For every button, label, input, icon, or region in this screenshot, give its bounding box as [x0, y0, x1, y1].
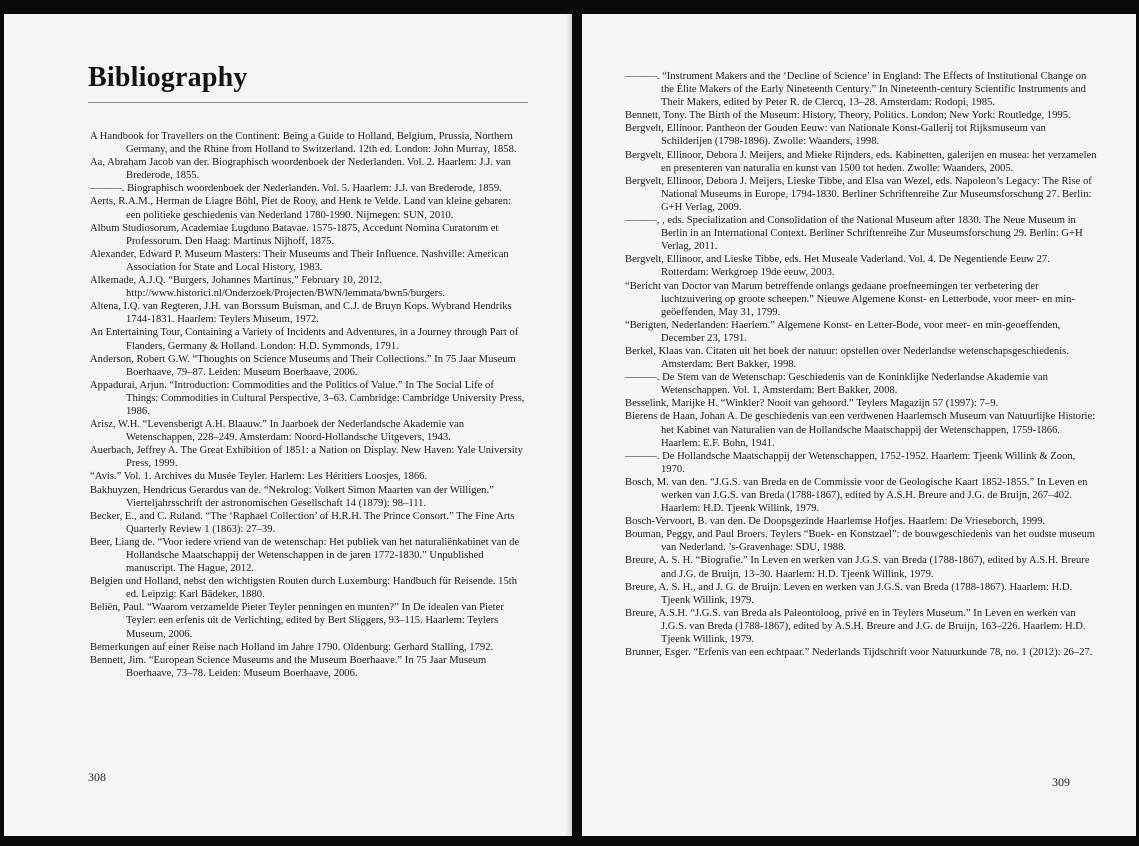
- bibliography-entry: Bosch-Vervoort, B. van den. De Doopsgezinde Haarlemse Hofjes. Haarlem: De Vrieseborch, 1999.: [625, 516, 1046, 528]
- bibliography-entry: Appadurai, Arjun. “Introduction: Commodities and the Politics of Value.” In The Social Life of Things: Commodities in Cultural Perspective, 3–63. Cambridge: Cambridge University Press, 1986.: [90, 379, 525, 417]
- bibliography-entry: Alexander, Edward P. Museum Masters: Their Museums and Their Influence. Nashville: American Association for State and Local History, 1983.: [90, 248, 509, 273]
- bibliography-entry: ———. “Instrument Makers and the ‘Decline of Science’ in England: The Effects of Institutional Change on the Élite Makers of the Early Nineteenth Century.” In Nineteenth-century Scientific Instruments and Their Makers, edited by Peter R. de Clercq, 13–28. Amsterdam: Rodopi, 1985.: [625, 71, 1087, 109]
- bibliography-entry: Belgien und Holland, nebst den wichtigsten Routen durch Luxemburg: Handbuch für Reisende. 15th ed. Leipzig: Karl Bädeker, 1880.: [90, 576, 518, 601]
- bibliography-entry: Beliën, Paul. “Waarom verzamelde Pieter Teyler penningen en munten?” In De idealen van Pieter Teyler: een erfenis uit de Verlichting, edited by Bert Sliggers, 93–115. Haarlem: Teylers Museum, 2006.: [90, 602, 504, 640]
- bibliography-entry: “Avis.” Vol. 1. Archives du Musée Teyler. Harlem: Les Héritiers Loosjes, 1866.: [90, 471, 428, 483]
- bibliography-entry: Altena, I.Q. van Regteren, J.H. van Borssum Buisman, and C.J. de Bruyn Kops. Wybrand Hendriks 1744-1831. Haarlem: Teylers Museum, 1972.: [90, 301, 512, 326]
- left-page: [4, 14, 572, 836]
- bibliography-entry: Breure, A.S.H. “J.G.S. van Breda als Paleontoloog, privé en in Teylers Museum.” In Leven en werken van J.G.S. van Breda (1788-1867), edited by A.S.H. Breure and J.G. de Bruijn, 163–226. Haarlem: H.D. Tjeenk Willink, 1979.: [625, 607, 1086, 646]
- bibliography-entry: Bennett, Jim. “European Science Museums and the Museum Boerhaave.” In 75 Jaar Museum Boerhaave, 73–78. Leiden: Museum Boerhaave, 2006.: [90, 654, 487, 679]
- bibliography-list-right: [625, 70, 1097, 659]
- bibliography-entry: Bergvelt, Ellinoor. Pantheon der Gouden Eeuw: van Nationale Konst-Gallerij tot Rijksmuseum van Schilderijen (1798-1896). Zwolle: Waanders, 1998.: [625, 123, 1046, 148]
- bibliography-entry: Bergvelt, Ellinoor, and Lieske Tibbe, eds. Het Museale Vaderland. Vol. 4. De Negentiende Eeuw 27. Rotterdam: Werkgroep 19de eeuw, 2003.: [625, 254, 1050, 279]
- bibliography-entry: Brunner, Esger. “Erfenis van een echtpaar.” Nederlands Tijdschrift voor Natuurkunde 78, no. 1 (2012): 26–27.: [625, 647, 1093, 659]
- bibliography-entry: Berkel, Klaas van. Citaten uit het boek der natuur: opstellen over Nederlandse wetenschapsgeschiedenis. Amsterdam: Bert Bakker, 1998.: [625, 345, 1069, 371]
- bibliography-entry: Breure, A. S. H., and J. G. de Bruijn. Leven en werken van J.G.S. van Breda (1788-1867). Haarlem: H.D. Tjeenk Willink, 1979.: [625, 581, 1073, 606]
- bibliography-entry: Bergvelt, Ellinoor, Debora J. Meijers, Lieske Tibbe, and Elsa van Wezel, eds. Napoleon’s Legacy: The Rise of National Museums in Europe, 1794-1830. Berliner Schriftenreihe Zur Museumsforschung 27. Berlin: G+H Verlag, 2009.: [625, 175, 1092, 213]
- bibliography-entry: Bouman, Peggy, and Paul Broers. Teylers “Boek- en Konstzael”: de bouwgeschiedenis van het oudste museum van Nederland. ’s-Gravenhage: SDU, 1988.: [625, 529, 1095, 554]
- bibliography-entry: Beer, Liang de. “Voor iedere vriend van de wetenschap: Het publiek van het naturaliënkabinet van de Hollandsche Maatschappij der Wetenschappen in de jaren 1772-1830.” Unpublished manuscript. The Hague, 2012.: [90, 536, 520, 575]
- bibliography-list-left: [90, 130, 528, 680]
- bibliography-entry: Aerts, R.A.M., Herman de Liagre Böhl, Piet de Rooy, and Henk te Velde. Land van kleine gebaren: een politieke geschiedenis van Nederland 1780-1990. Nijmegen: SUN, 2010.: [90, 196, 511, 221]
- bibliography-entry: Bierens de Haan, Johan A. De geschiedenis van een verdwenen Haarlemsch Museum van Natuurlijke Historie: het Kabinet van Naturalien van de Hollandsche Maatschappij der Wetenschappen, 1759-1866. Haarlem: E.F. Bohn, 1941.: [625, 411, 1096, 449]
- bibliography-entry: Bergvelt, Ellinoor, Debora J. Meijers, and Mieke Rijnders, eds. Kabinetten, galerijen en musea: het verzamelen en presenteren van naturalia en kunst van 1500 tot heden. Zwolle: Waanders, 2005.: [625, 149, 1097, 174]
- bibliography-entry: ———. De Stem van de Wetenschap: Geschiedenis van de Koninklijke Nederlandse Akademie van Wetenschappen. Vol. 1. Amsterdam: Bert Bakker, 2008.: [625, 372, 1048, 397]
- bibliography-entry: “Berigten, Nederlanden: Haerlem.” Algemene Konst- en Letter-Bode, voor meer- en min-geoeffenden, December 23, 1791.: [625, 319, 1061, 344]
- title-divider: [88, 102, 528, 103]
- bibliography-entry: Alkemade, A.J.Q. “Burgers, Johannes Martinus,” February 10, 2012. http://www.historici.nl/Onderzoek/Projecten/BWN/lemmata/bwn5/burgers.: [90, 275, 445, 300]
- bibliography-entry: Bemerkungen auf einer Reise nach Holland im Jahre 1790. Oldenburg: Gerhard Stalling, 1792.: [90, 641, 494, 653]
- right-page: [582, 14, 1136, 836]
- bibliography-entry: Anderson, Robert G.W. “Thoughts on Science Museums and Their Collections.” In 75 Jaar Museum Boerhaave, 79–87. Leiden: Museum Boerhaave, 2006.: [90, 353, 516, 378]
- bibliography-entry: “Bericht van Doctor van Marum betreffende onlangs gedaane proefneemingen ter verbetering der luchtzuivering op groote scheepen.” Nieuwe Algemene Konst- en Letterbode, voor meer- en min-geöeffenden, May 31, 1799.: [625, 280, 1075, 318]
- bibliography-entry: Besselink, Marijke H. “Winkler? Nooit van gehoord.” Teylers Magazijn 57 (1997): 7–9.: [625, 398, 999, 410]
- bibliography-entry: Album Studiosorum, Academiae Lugduno Batavae. 1575-1875, Accedunt Nomina Curatorum et Professorum. Den Haag: Martinus Nijhoff, 1875.: [90, 222, 499, 247]
- bibliography-entry: Becker, E., and C. Ruland. “The ‘Raphael Collection’ of H.R.H. The Prince Consort.” The Fine Arts Quarterly Review 1 (1863): 27–39.: [90, 510, 515, 535]
- bibliography-entry: Aa, Abraham Jacob van der. Biographisch woordenboek der Nederlanden. Vol. 2. Haarlem: J.J. van Brederode, 1855.: [90, 157, 511, 182]
- page-number-right: 309: [1052, 775, 1070, 789]
- spine-shadow-left: [566, 14, 574, 836]
- bibliography-entry: Arisz, W.H. “Levensberigt A.H. Blaauw.” In Jaarboek der Nederlandsche Akademie van Wetenschappen, 228–249. Amsterdam: Noord-Hollandsche Uitgevers, 1943.: [90, 419, 465, 444]
- bibliography-entry: ———. De Hollandsche Maatschappij der Wetenschappen, 1752-1952. Haarlem: Tjeenk Willink & Zoon, 1970.: [625, 450, 1076, 475]
- page-number-left: 308: [88, 770, 106, 784]
- bibliography-entry: Auerbach, Jeffrey A. The Great Exhibition of 1851: a Nation on Display. New Haven: Yale University Press, 1999.: [90, 445, 523, 470]
- bibliography-entry: ———. Biographisch woordenboek der Nederlanden. Vol. 5. Haarlem: J.J. van Brederode, 1859.: [90, 183, 502, 195]
- bibliography-entry: ———, , eds. Specialization and Consolidation of the National Museum after 1830. The Neue Museum in Berlin in an International Context. Berliner Schriftenreihe Zur Museumsforschung 29. Berlin: G+H Verlag, 2011.: [625, 215, 1083, 253]
- bibliography-entry: Bakhuyzen, Hendricus Gerardus van de. “Nekrolog: Volkert Simon Maarten van der Willigen.” Vierteljahrsschrift der astronomischen Gesellschaft 14 (1879): 98–111.: [90, 484, 494, 509]
- bibliography-entry: Bosch, M. van den. “J.G.S. van Breda en de Commissie voor de Geologische Kaart 1852-1855.” In Leven en werken van J.G.S. van Breda (1788-1867), edited by A.S.H. Breure and J.G. de Bruijn, 267–402. Haarlem: H.D. Tjeenk Willink, 1979.: [625, 476, 1088, 515]
- bibliography-entry: An Entertaining Tour, Containing a Variety of Incidents and Adventures, in a Journey through Part of Flanders, Germany & Holland. London: H.D. Symmonds, 1791.: [90, 327, 519, 352]
- page-title: Bibliography: [88, 62, 248, 93]
- bibliography-entry: Bennett, Tony. The Birth of the Museum: History, Theory, Politics. London; New York: Routledge, 1995.: [625, 110, 1071, 122]
- bibliography-entry: A Handbook for Travellers on the Continent: Being a Guide to Holland, Belgium, Prussia, Northern Germany, and the Rhine from Holland to Switzerland. 12th ed. London: John Murray, 1858.: [90, 131, 517, 156]
- bibliography-entry: Breure, A. S. H. “Biografie.” In Leven en werken van J.G.S. van Breda (1788-1867), edited by A.S.H. Breure and J.G. de Bruijn, 13–30. Haarlem: H.D. Tjeenk Willink, 1979.: [625, 555, 1090, 580]
